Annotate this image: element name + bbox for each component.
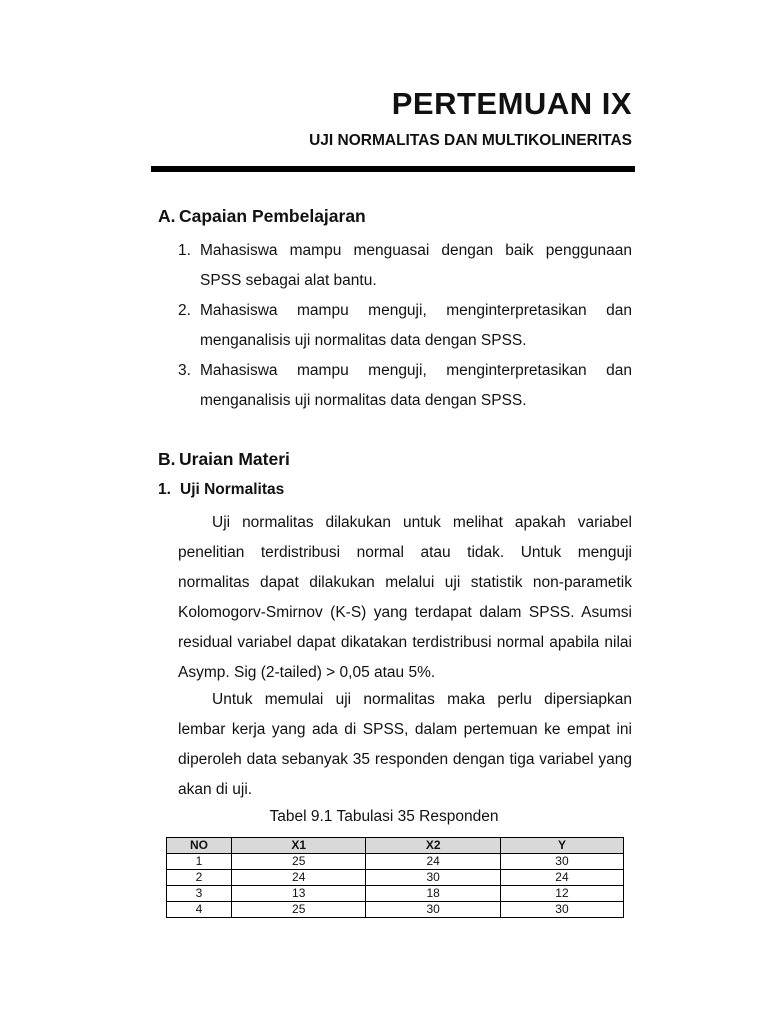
subsection-number: 1.	[158, 481, 171, 498]
table-cell: 30	[500, 854, 623, 870]
objective-item	[178, 296, 632, 356]
table-cell: 13	[232, 886, 366, 902]
section-a-heading	[158, 206, 366, 227]
section-b-title: Uraian Materi	[179, 449, 290, 469]
table-cell: 3	[167, 886, 232, 902]
table-cell: 24	[232, 870, 366, 886]
body-paragraph: Untuk memulai uji normalitas maka perlu dipersiapkan lembar kerja yang ada di SPSS, dalam pertemuan ke empat ini diperoleh data sebanyak 35 responden dengan tiga variabel yang akan di uji.	[178, 691, 632, 798]
table-cell: 30	[366, 902, 500, 918]
objective-number: 2.	[178, 302, 191, 319]
table-cell: 18	[366, 886, 500, 902]
section-a-title: Capaian Pembelajaran	[179, 206, 366, 226]
body-paragraph: Uji normalitas dilakukan untuk melihat apakah variabel penelitian terdistribusi normal atau tidak. Untuk menguji normalitas dapat dilakukan melalui uji statistik non-parametik Kolomogorv-Smirnov (K-S) yang terdapat dalam SPSS. Asumsi residual variabel dapat dikatakan terdistribusi normal apabila nilai Asymp. Sig (2-tailed) > 0,05 atau 5%.	[178, 514, 632, 681]
column-header: NO	[167, 838, 232, 854]
table-cell: 2	[167, 870, 232, 886]
objective-number: 3.	[178, 362, 191, 379]
title-rule	[151, 166, 635, 172]
objective-number: 1.	[178, 242, 191, 259]
objective-item	[178, 356, 632, 416]
section-b-heading	[158, 449, 290, 470]
column-header: X2	[366, 838, 500, 854]
table-row	[167, 886, 624, 902]
page-title: PERTEMUAN IX	[391, 86, 632, 121]
table-cell: 1	[167, 854, 232, 870]
table-row	[167, 870, 624, 886]
table-header-row	[167, 838, 624, 854]
objective-item	[178, 236, 632, 296]
respondent-table	[166, 837, 624, 918]
table-cell: 24	[500, 870, 623, 886]
table-cell: 24	[366, 854, 500, 870]
subsection-heading	[158, 481, 284, 499]
table-cell: 30	[500, 902, 623, 918]
table-row	[167, 902, 624, 918]
page-subtitle: UJI NORMALITAS DAN MULTIKOLINERITAS	[309, 132, 632, 149]
column-header: X1	[232, 838, 366, 854]
section-a-letter: A.	[158, 206, 176, 226]
table-cell: 25	[232, 902, 366, 918]
table-cell: 12	[500, 886, 623, 902]
objective-text: Mahasiswa mampu menguji, menginterpretasikan dan menganalisis uji normalitas data dengan SPSS.	[200, 302, 632, 349]
column-header: Y	[500, 838, 623, 854]
objective-text: Mahasiswa mampu menguji, menginterpretasikan dan menganalisis uji normalitas data dengan SPSS.	[200, 362, 632, 409]
table-cell: 4	[167, 902, 232, 918]
table-cell: 30	[366, 870, 500, 886]
subsection-title: Uji Normalitas	[180, 481, 285, 498]
table-row	[167, 854, 624, 870]
table-cell: 25	[232, 854, 366, 870]
section-b-letter: B.	[158, 449, 176, 469]
objectives-list	[178, 236, 632, 416]
objective-text: Mahasiswa mampu menguasai dengan baik penggunaan SPSS sebagai alat bantu.	[200, 242, 632, 289]
table-caption: Tabel 9.1 Tabulasi 35 Responden	[269, 808, 499, 825]
